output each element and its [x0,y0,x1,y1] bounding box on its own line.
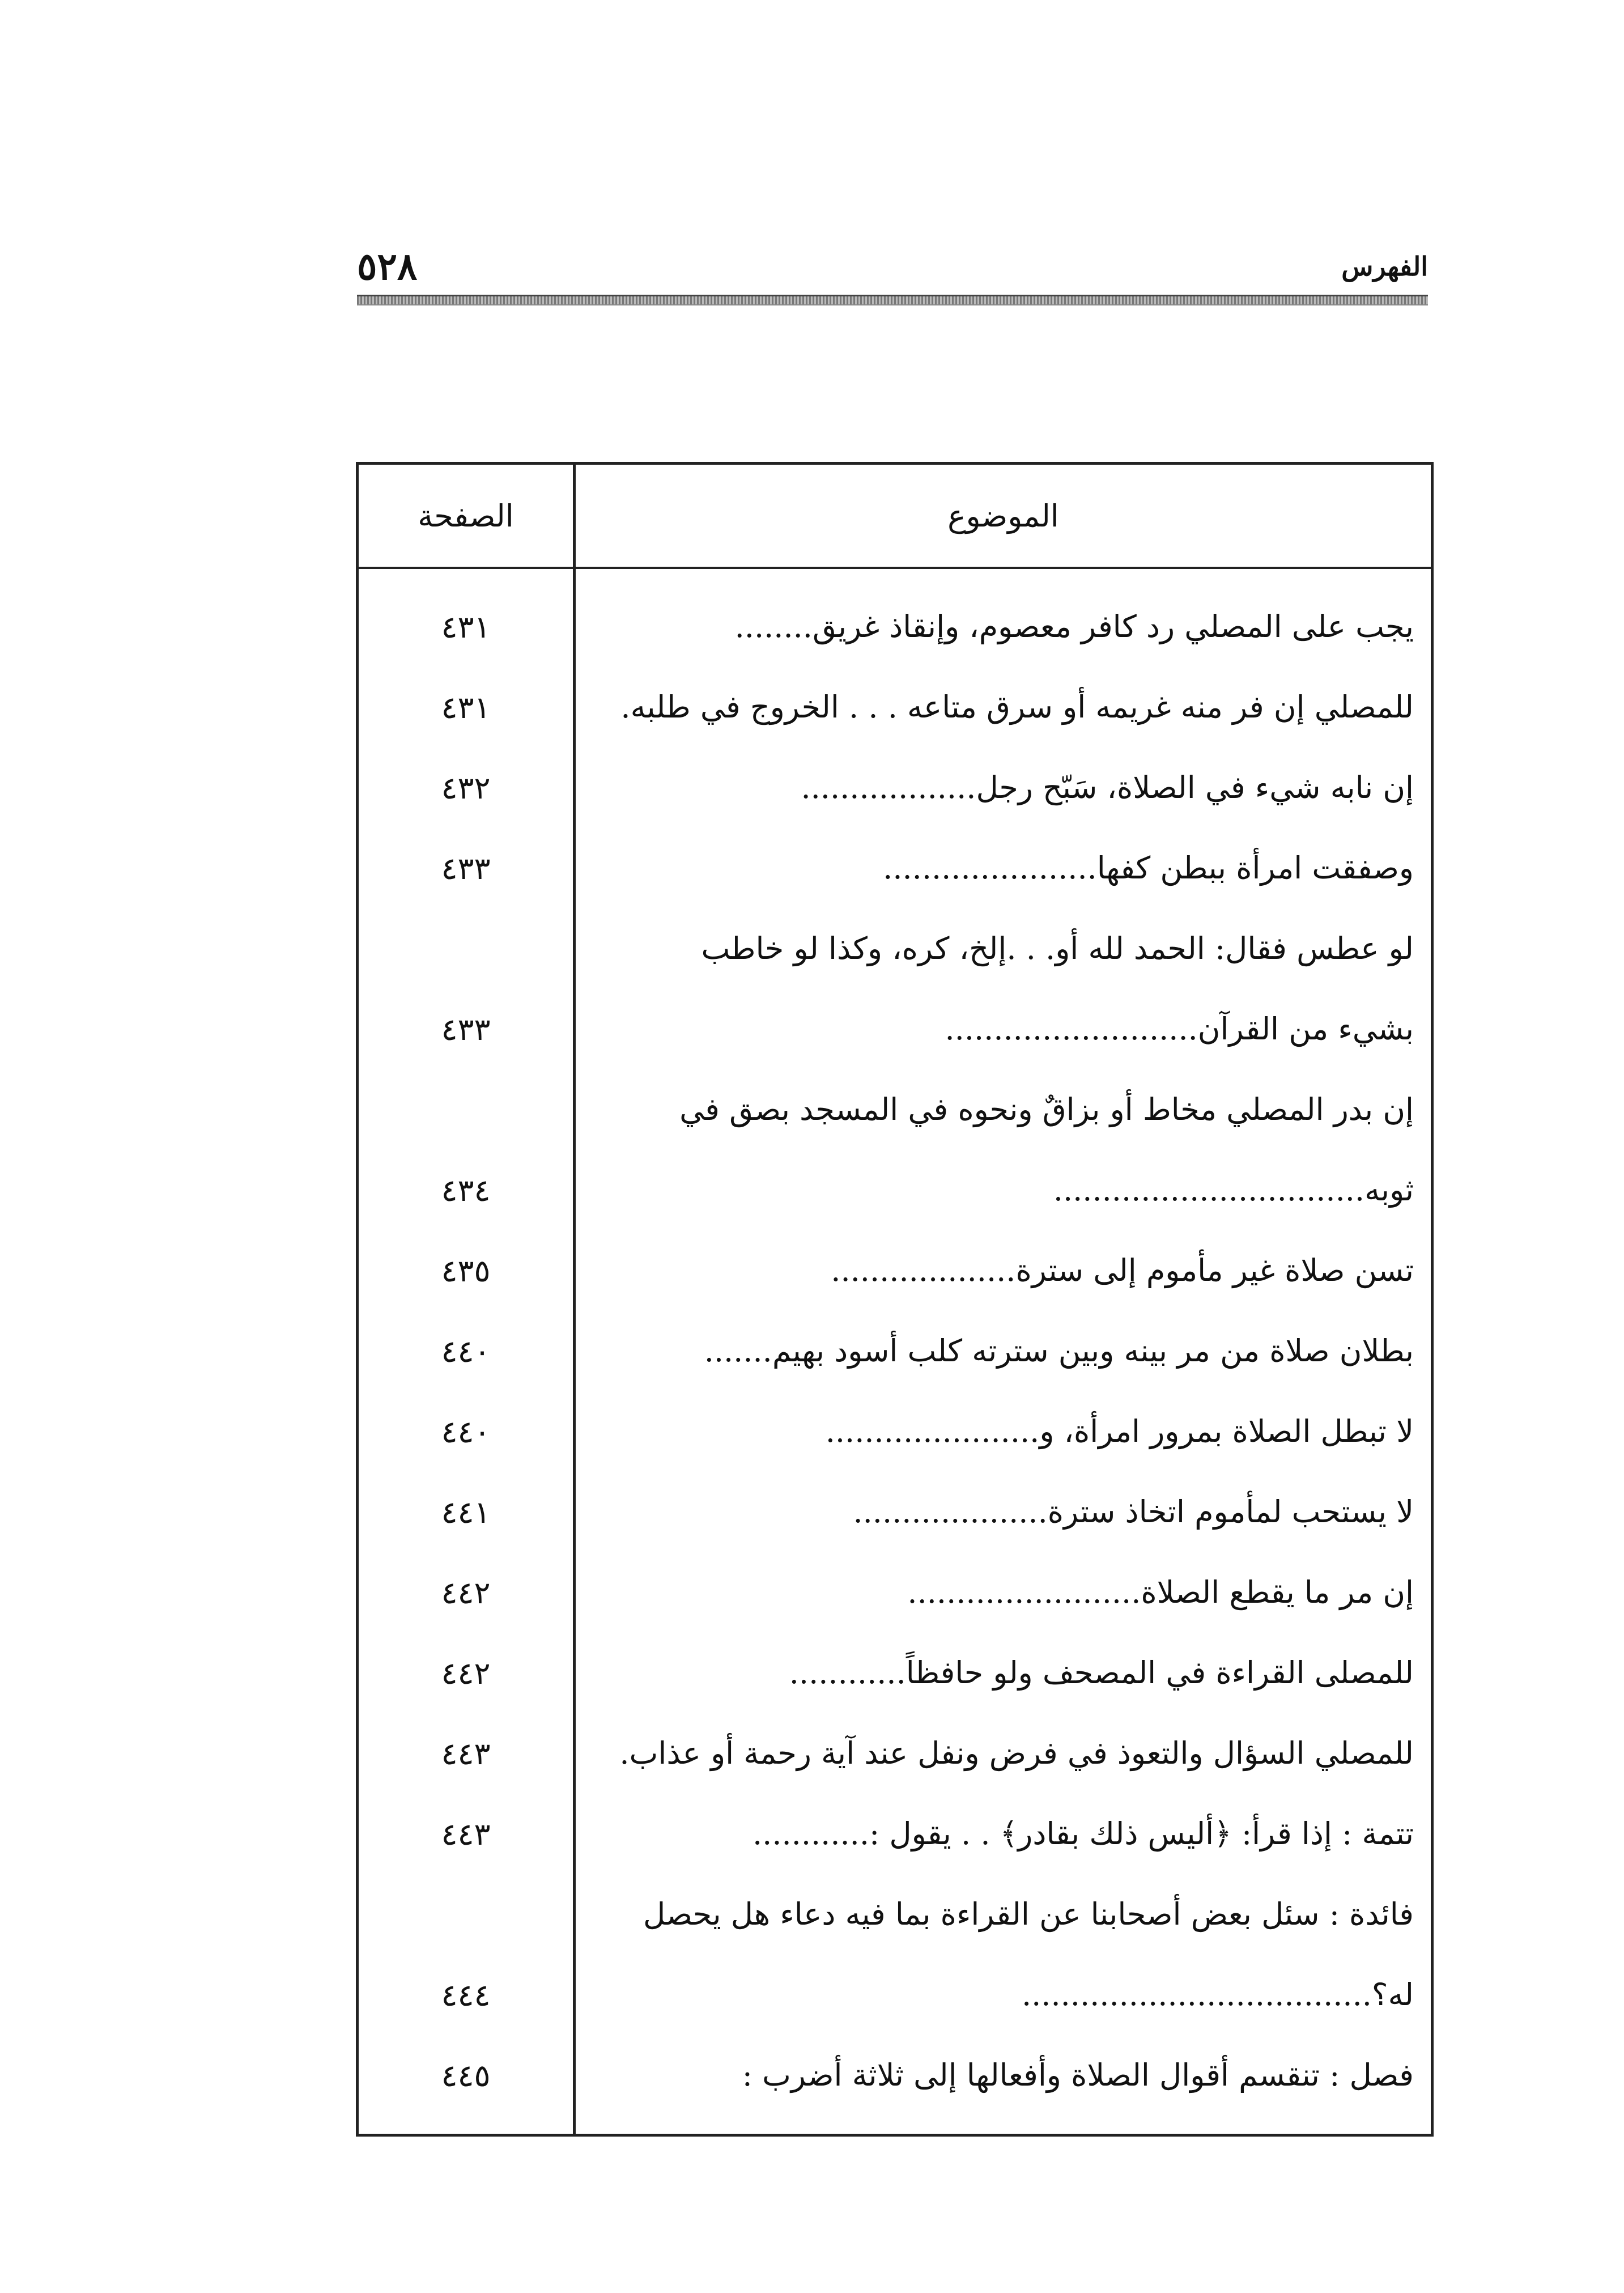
page-header [357,238,1428,300]
index-entry [359,1794,1431,1874]
entry-page-number: ٤٣١ [441,609,491,645]
entry-topic-line [602,1472,1414,1552]
entry-topic-line [602,1230,1414,1311]
leader-dots: . [619,1735,630,1771]
index-entry [359,1874,1431,2035]
entry-page-number: ٤٣٤ [441,1172,491,1208]
entry-topic-line [602,1150,1414,1230]
entry-topic-line [602,1633,1414,1713]
index-entry [359,587,1431,667]
index-entry [359,667,1431,748]
entry-page-number: ٤٤٢ [441,1655,491,1691]
running-title: الفهرس [1341,251,1428,282]
leader-dots: .................................... [1021,1977,1372,2012]
entry-page-number: ٤٣١ [441,689,491,725]
entry-topic-line [602,989,1414,1069]
entry-topic-line [602,1069,1414,1150]
entry-page-number: ٤٤٢ [441,1574,491,1611]
index-entry [359,2035,1431,2116]
leader-dots: .................... [853,1494,1048,1530]
index-entry [359,1311,1431,1391]
entry-topic-text: إن نابه شيء في الصلاة، سَبّح رجل [976,770,1414,805]
leader-dots: ................................ [1053,1172,1365,1208]
entry-page-number: ٤٤٠ [441,1333,491,1369]
entry-topic-text: لا تبطل الصلاة بمرور امرأة، و [1039,1413,1414,1449]
entry-page-number: ٤٣٥ [441,1252,491,1289]
index-entry [359,1633,1431,1713]
entry-topic-line [602,828,1414,908]
leader-dots: . [620,689,631,725]
entry-topic-text: للمصلى القراءة في المصحف ولو حافظاً [905,1655,1414,1691]
entry-topic-line [602,748,1414,828]
index-entry [359,748,1431,828]
entry-page-number: ٤٤٤ [441,1977,491,2013]
leader-dots: .................. [801,770,976,805]
entry-topic-text: تسن صلاة غير مأموم إلى سترة [1015,1252,1414,1288]
header-rule [357,295,1428,305]
entry-topic-line [602,667,1414,748]
entry-page-number: ٤٤٥ [441,2057,491,2094]
entry-topic-line [602,1311,1414,1391]
leader-dots: ........ [734,609,813,644]
entry-topic-text: لو عطس فقال: الحمد لله أو. . .إلخ، كره، وكذا لو خاطب [701,931,1414,966]
entry-page-number: ٤٤١ [441,1494,491,1530]
leader-dots: ............ [753,1816,869,1852]
index-entry [359,1713,1431,1794]
entry-topic-line [602,1874,1414,1955]
entry-page-number: ٤٤٣ [441,1735,491,1772]
index-entry [359,1391,1431,1472]
entry-topic-text: وصفقت امرأة ببطن كفها [1096,850,1414,886]
table-header-row [359,465,1431,569]
entry-page-number: ٤٤٠ [441,1413,491,1450]
entry-topic-line [602,1391,1414,1472]
index-entry [359,1552,1431,1633]
index-entry [359,908,1431,1069]
index-entries [359,587,1431,2116]
leader-dots: ................... [831,1252,1016,1288]
leader-dots: ........................ [907,1574,1141,1610]
entry-topic-line [602,2035,1414,2116]
entry-topic-text: لا يستحب لمأموم اتخاذ سترة [1047,1494,1414,1530]
entry-topic-line [602,1713,1414,1794]
entry-page-number: ٤٣٢ [441,770,491,806]
page-number: ٥٢٨ [357,244,418,288]
entry-topic-text: تتمة : إذا قرأ: ﴿أليس ذلك بقادر﴾ . . يقول : [869,1816,1414,1852]
entry-topic-text: إن بدر المصلي مخاط أو بزاقٌ ونحوه في المسجد بصق في [679,1092,1414,1127]
entry-topic-text: فصل : تنقسم أقوال الصلاة وأفعالها إلى ثلاثة أضرب : [742,2057,1414,2093]
entry-topic-text: بشيء من القرآن [1197,1011,1414,1047]
leader-dots: .......................... [945,1011,1198,1047]
column-header-page: الصفحة [418,498,514,534]
index-table [356,462,1434,2137]
entry-topic-line [602,1955,1414,2035]
column-header-topic: الموضوع [947,498,1059,534]
entry-topic-line [602,587,1414,667]
leader-dots: ...................... [883,850,1097,886]
entry-topic-text: ثوبه [1364,1172,1414,1208]
entry-topic-text: يجب على المصلي رد كافر معصوم، وإنقاذ غريق [812,609,1414,644]
entry-topic-text: بطلان صلاة من مر بينه وبين سترته كلب أسود بهيم [772,1333,1414,1369]
entry-topic-line [602,1794,1414,1874]
entry-topic-line [602,908,1414,989]
entry-topic-line [602,1552,1414,1633]
entry-topic-text: له؟ [1371,1977,1414,2012]
entry-topic-text: فائدة : سئل بعض أصحابنا عن القراءة بما فيه دعاء هل يحصل [643,1896,1414,1932]
leader-dots: ...................... [825,1413,1040,1449]
entry-topic-text: إن مر ما يقطع الصلاة [1141,1574,1414,1610]
index-entry [359,1230,1431,1311]
entry-page-number: ٤٣٣ [441,1011,491,1047]
leader-dots: ............ [789,1655,906,1691]
leader-dots: ....... [704,1333,772,1369]
index-entry [359,828,1431,908]
entry-page-number: ٤٤٣ [441,1816,491,1852]
entry-topic-text: للمصلي السؤال والتعوذ في فرض ونفل عند آية رحمة أو عذاب [629,1735,1414,1771]
index-entry [359,1069,1431,1230]
index-entry [359,1472,1431,1552]
entry-page-number: ٤٣٣ [441,850,491,886]
entry-topic-text: للمصلي إن فر منه غريمه أو سرق متاعه . . . الخروج في طلبه [630,689,1414,725]
